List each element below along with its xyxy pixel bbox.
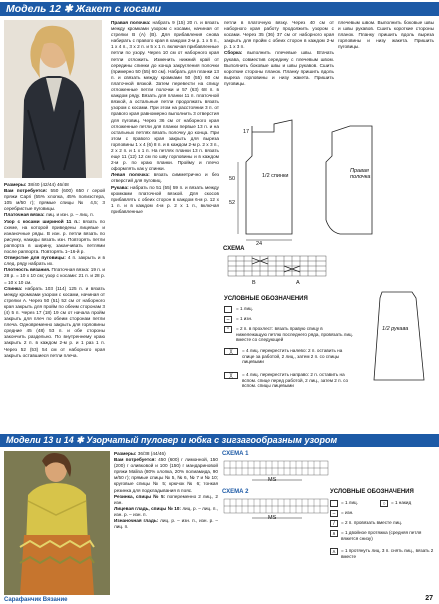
section1-header — [0, 2, 439, 16]
para2-stockinette: Лицевая гладь, спицы № 10: лиц. р. – лиц. п., изн. р. – изн. п. — [114, 505, 218, 517]
legend2-item-5: = 1 протянуть лиц. 3 п. снять лиц., вязать 2 вместе — [341, 548, 434, 559]
para2-reverse: Изнаночная гладь: лиц. р. – изн. п., изн. р. – лиц. п. — [114, 518, 218, 530]
legend2-item-4: = 1 двойное протяжка (средняя петля вяжется снизу) — [341, 530, 422, 541]
section2-col1 — [114, 451, 218, 595]
para-stockinette: Платочная вязка: лиц. и изн. р. – лиц. п. — [4, 212, 94, 218]
para-gauge: Плотность вязания. Платочная вязка: 19 п. и 28 р. = 10 х 10 см; узор с косами: 21 п. и 28 р. = 10 х 10 см. — [4, 267, 105, 285]
dim-d: 24 — [256, 241, 263, 247]
model12-photo — [4, 20, 102, 178]
knit2-symbol — [330, 500, 338, 507]
para-cable-pattern: Узор с косами шириной 11 п.: вязать по схеме, на которой приведены лицевые и изнаночные ряды. В изн. р. петли вязать по рисунку, накиды вязать изн. Повторять петли раппорта в ширину, заканчивать петлями после раппорта. Повторять 1–16-й р. — [4, 218, 105, 255]
yo-symbol: ○ — [380, 500, 388, 507]
dim-e: 52 — [229, 200, 236, 206]
schema-front-label: Правая полочка — [350, 168, 371, 180]
arrow-a: A — [296, 280, 300, 286]
para-sleeves: Рукава: набрать по 51 (55) 59 п. и вязать между кромками платочной вязкой. Для скосов прибавлять с обеих сторон в каждом 6-м р. 12 x 1 п. и в каждом 4-м р. 2 x 1 п., включая прибавленные — [111, 184, 219, 214]
purl-symbol: – — [224, 316, 232, 323]
legend1-item-3: = 4 лиц. перекрестить налево: 2 п. оставить на спице за работой, 2 лиц., затем 2 п. со спицы лицевыми — [242, 348, 343, 364]
para-back: Спинка: набрать 103 (114) 125 п. и вязать между кромками узором с косами, начиная от стрелки А. Через 50 (51) 52 см от наборного края закрыть для пройм по обеим сторонам 3 (4) 5 п. Через 17 (18) 19 см от начала пройм закрыть для плеч по обеим сторонам петли плеча. Одновременно закрыть для горловины средние 45 (48) 53 п. и обе стороны закончить раздельно. По внутреннему краю закрыть 2 п. в каждом 2-м р. и 1 раз 1 п. Через 52 (53) 54 см от наборного края закрыть оставшиеся петли плеча. — [4, 285, 105, 358]
section2-title: Модели 13 и 14 ✱ Узорчатый пуловер и юбка с зигзагообразным узором — [6, 435, 338, 445]
legend2-item-3: = 2 п. провязать вместе лиц. — [341, 520, 403, 525]
purl2-symbol: – — [330, 510, 338, 517]
section1-title: Модель 12 ✱ Жакет с косами — [6, 3, 162, 15]
schema-back-label: 1/2 спинки — [262, 173, 289, 179]
sleeve-label: 1/2 рукава — [382, 326, 409, 332]
legend1-title: УСЛОВНЫЕ ОБОЗНАЧЕНИЯ — [224, 296, 308, 302]
legend2-item-2: = 1 накид — [391, 500, 412, 505]
section1-col1 — [4, 182, 105, 404]
section2-header — [0, 434, 439, 447]
legend2-title: УСЛОВНЫЕ ОБОЗНАЧЕНИЯ — [330, 489, 414, 495]
model13-14-photo — [4, 451, 110, 595]
para2-sizes: Размеры: 36/38 (44/46) — [114, 451, 166, 456]
legend1-item-0: = 1 лиц. — [236, 306, 253, 311]
dim-b: 17 — [243, 129, 250, 135]
cross-right-symbol: ╳ — [224, 372, 238, 379]
footer-brand: Сарафанчик Вязание — [4, 597, 68, 603]
page-number: 27 — [425, 595, 433, 602]
double-dec-symbol: ∧ — [330, 530, 338, 537]
para-right-front: Правая полочка: набрать 9 (15) 20 п. и вязать между кромками узором с косами, начиная от стрелки B (A) (B). Для прибавления снова набирать с правого края в каждом 2-м р. 1 x 5 п., 1 x 4 п., 3 x 2 п. и 5 x 1 п. включая прибавленные петли по узору. Через 10 см от наборного края петли отложить. Изменить нижний край от середины спинки до конца закругления полочки (примерно 50 (55) 60 см). Набрать для планки 13 п. и связать между кромками 50 (55) 60 см платочной вязкой. Затем перевести на спицу отложенные петли полочки и 57 (63) 68 п. в каждом ряду. Вязать для планки 11 п. платочной вязкой, а остальные петли продолжать вязать узором с косами. При этом на расстоянии 3 п. от правого края равномерно выполнить 3 отверстия для пуговиц. Через 36 см от наборного края отложенные петли для планки первые 13 п. и на остальных петлях вязать полочку до конца. При этом с правого края закрыть для выреза горловины 1 x 4 (6) 8 п. и в каждом 2-м р. 2 x 3 п., 2 x 2 п. и 1 x 1 п. На петлях планки 13 п. вязать еще 11 (12) 12 см по шву горловины и в каждом 2-м р. по краю планки. Пройму и плечо оформлять как у спинки. — [111, 20, 219, 172]
sk2p-symbol: ⋏ — [330, 548, 338, 555]
legend1-item-1: = 1 изн. — [236, 316, 253, 321]
k2tog-symbol: / — [330, 520, 338, 527]
para-assembly: Сборка: выполнить плечевые швы. Втачать рукава, совместив середину с плечевым швом. Выполнить боковые швы и швы рукавов. Сшить короткие стороны планок. Планку пришить вдоль выреза горловины и низу жакета. Пришить пуговицы. — [224, 50, 334, 86]
legend2-item-1: = изн. — [341, 510, 354, 515]
para-buttonhole: Отверстие для пуговицы: 4 п. закрыть и в след. ряду набрать их. — [4, 255, 105, 267]
para-materials: Вам потребуется: 550 (600) 650 г серой пряжи Capri (55% хлопка, 45% полиэстера, 105 м/50 г); прямые спицы № 4,5; 3 серебристые пуговицы. — [4, 188, 105, 212]
garment-schematic — [222, 116, 434, 244]
chart1-ms: MS — [268, 477, 277, 483]
arrow-b: B — [252, 280, 256, 286]
para-left-front: Левая полочка: вязать симметрично и без отверстий для пуговиц. — [111, 172, 219, 184]
legend2-item-0: = 1 лиц. — [341, 500, 358, 505]
section1-col2 — [111, 20, 219, 404]
legend1-item-4: = 4 лиц. перекрестить направо: 2 п. оставить на вспом. спице перед работой, 2 лиц., затем 2 п. со вспом. спицы лицевыми — [242, 372, 349, 388]
legend1-item-2: = 2 п. в прохлест: вязать правую спицу в нижележащую петлю последнего ряда, провязать лиц. вместе со следующей — [236, 326, 353, 342]
section1-col3 — [224, 20, 334, 112]
twist-symbol: ⌃ — [225, 327, 231, 333]
knit-symbol — [224, 306, 232, 313]
para2-materials: Вам потребуется: 450 (600) г лимонной, 150 (200) г оливковой и 100 (150) г мандариновой пряжи Malina (80% хлопка, 20% полиамида, 90 м/50 г); прямые спицы № 5, № 6, № 7 и № 10; круговые спицы № 5; крючок № 6; тонкая резинка для подкладывания в пояс. — [114, 457, 218, 493]
dim-a: 50 — [229, 176, 236, 182]
para2-rib: Резинка, спицы № 5: попеременно 2 лиц., 2 изн. — [114, 493, 218, 505]
chart1-title: СХЕМА 1 — [222, 451, 249, 457]
para-sizes: Размеры: 38/40 (42/44) 46/48 — [4, 182, 69, 187]
cross-left-symbol: ╳ — [224, 348, 238, 355]
schema-title: СХЕМА — [223, 246, 245, 252]
section1-col4: плечевым швом. Выполнить боковые швы и швы рукавов. Сшить короткие стороны планок. Планку пришить вдоль выреза горловины и низу жакета. Пришить пуговицы. — [338, 20, 434, 50]
para-sleeve-cont: петли в платочную вязку. Через 40 см от наборного края работу продолжить узором с косами. Через 35 (36) 37 см от наборного края закрыть для пройм с обеих сторон в каждом 2-м р. 1 x 3 п. — [224, 20, 334, 50]
cable-chart — [222, 254, 332, 284]
chart2-title: СХЕМА 2 — [222, 489, 249, 495]
chart2-ms: MS — [268, 515, 277, 521]
sleeve-schematic — [360, 280, 436, 390]
